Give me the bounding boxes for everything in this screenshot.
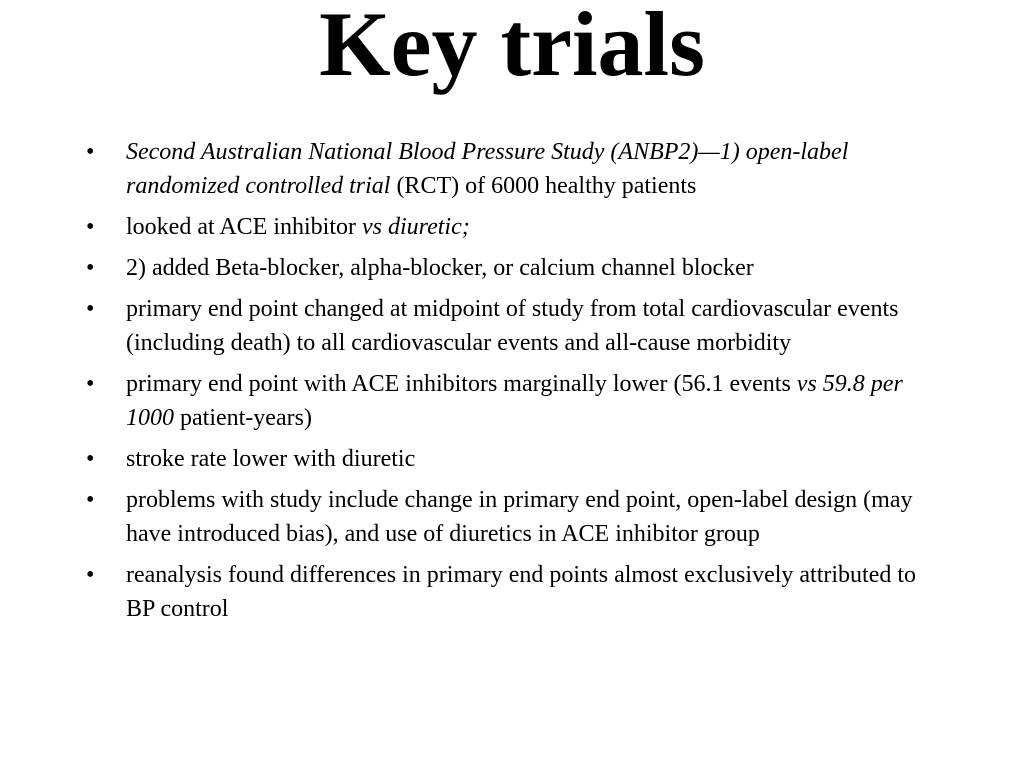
bullet-marker: •	[86, 446, 95, 472]
bullet-item	[84, 292, 944, 360]
bullet-item	[84, 251, 944, 285]
bullet-text-italic: Second Australian National Blood Pressure Study (ANBP2)—1) open-label randomized controlled trial	[126, 139, 849, 199]
bullet-text: patient-years)	[174, 405, 312, 431]
bullet-marker: •	[86, 255, 95, 281]
bullet-item	[84, 442, 944, 476]
bullet-marker: •	[86, 139, 95, 165]
bullet-marker: •	[86, 371, 95, 397]
bullet-text: primary end point with ACE inhibitors marginally lower (56.1 events	[126, 371, 797, 397]
bullet-text: stroke rate lower with diuretic	[126, 446, 416, 472]
bullet-item	[84, 558, 944, 626]
bullet-item	[84, 367, 944, 435]
bullet-text: looked at ACE inhibitor	[126, 214, 362, 240]
bullet-marker: •	[86, 296, 95, 322]
slide-title: Key trials	[319, 0, 705, 95]
bullet-text: problems with study include change in primary end point, open-label design (may have introduced bias), and use of diuretics in ACE inhibitor group	[126, 487, 913, 547]
bullet-text-italic: vs 59.8 per 1000	[126, 371, 903, 431]
bullet-text: (RCT) of 6000 healthy patients	[390, 173, 697, 199]
bullet-marker: •	[86, 214, 95, 240]
bullet-list	[84, 135, 944, 633]
bullet-text: primary end point changed at midpoint of study from total cardiovascular events (including death) to all cardiovascular events and all-cause morbidity	[126, 296, 899, 356]
bullet-text: reanalysis found differences in primary end points almost exclusively attributed to BP control	[126, 562, 917, 622]
bullet-text: 2) added Beta-blocker, alpha-blocker, or calcium channel blocker	[126, 255, 754, 281]
bullet-item	[84, 210, 944, 244]
bullet-item	[84, 483, 944, 551]
bullet-marker: •	[86, 562, 95, 588]
bullet-item	[84, 135, 944, 203]
bullet-marker: •	[86, 487, 95, 513]
bullet-text-italic: vs diuretic;	[361, 214, 470, 240]
